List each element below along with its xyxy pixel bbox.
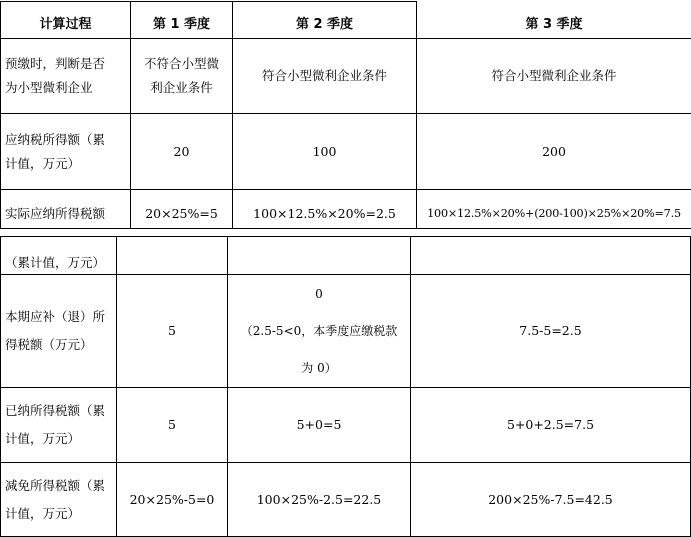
cell-q2-actual-tax: 100×12.5%×20%=2.5: [253, 205, 396, 221]
cell-q3-tax-paid: 5+0+2.5=7.5: [506, 417, 595, 432]
cell-q3-actual-tax: 100×12.5%×20%+(200-100)×25%×20%=7.5: [427, 206, 681, 220]
cell-q2-small-enterprise: 符合小型微利企业条件: [261, 68, 387, 83]
cell-q2-taxable-income: 100: [312, 143, 337, 159]
cell-q3-taxable-income: 200: [542, 143, 566, 159]
row-label-taxable-income: 应纳税所得额（累 计值，万元）: [5, 131, 106, 171]
cell-q1-taxable-income: 20: [173, 143, 190, 159]
cell-q1-tax-exemption: 20×25%-5=0: [129, 491, 215, 507]
row-label-tax-exemption: 减免所得税额（累 计值，万元）: [5, 477, 106, 521]
table1-border: [0, 228, 691, 229]
cell-q1-actual-tax: 20×25%=5: [145, 205, 218, 221]
cell-q3-cumulative-continued: [411, 237, 690, 274]
cell-q2-cumulative-continued: [228, 237, 410, 274]
header-q2: 第 2 季度: [295, 17, 354, 32]
row-label-refund-due: 本期应补（退）所 得税额（万元）: [5, 309, 106, 352]
cell-q1-small-enterprise: 不符合小型微 利企业条件: [143, 56, 219, 95]
row-label-cumulative-continued: （累计值，万元）: [5, 255, 106, 270]
cell-q3-small-enterprise: 符合小型微利企业条件: [491, 68, 617, 83]
cell-q1-tax-paid: 5: [168, 417, 176, 432]
cell-q3-refund-due: 7.5-5=2.5: [519, 323, 582, 338]
cell-q3-tax-exemption: 200×25%-7.5=42.5: [488, 491, 613, 507]
row-label-tax-paid: 已纳所得税额（累 计值，万元）: [5, 403, 106, 446]
cell-q1-refund-due: 5: [168, 323, 176, 338]
row-label-actual-tax: 实际应纳所得税额: [5, 205, 106, 221]
cell-q2-refund-due: 0 （2.5-5<0，本季度应缴税款 为 0）: [240, 286, 398, 375]
table1-border: [0, 1, 416, 2]
table1-border: [0, 189, 691, 190]
cell-q1-cumulative-continued: [117, 237, 227, 274]
cell-q2-tax-paid: 5+0=5: [296, 417, 342, 432]
header-process: 计算过程: [39, 17, 92, 32]
header-q3: 第 3 季度: [525, 17, 583, 32]
row-label-small-enterprise: 预缴时，判断是否 为小型微利企业: [5, 56, 106, 95]
cell-q2-tax-exemption: 100×25%-2.5=22.5: [256, 491, 382, 507]
header-q1: 第 1 季度: [152, 17, 211, 32]
